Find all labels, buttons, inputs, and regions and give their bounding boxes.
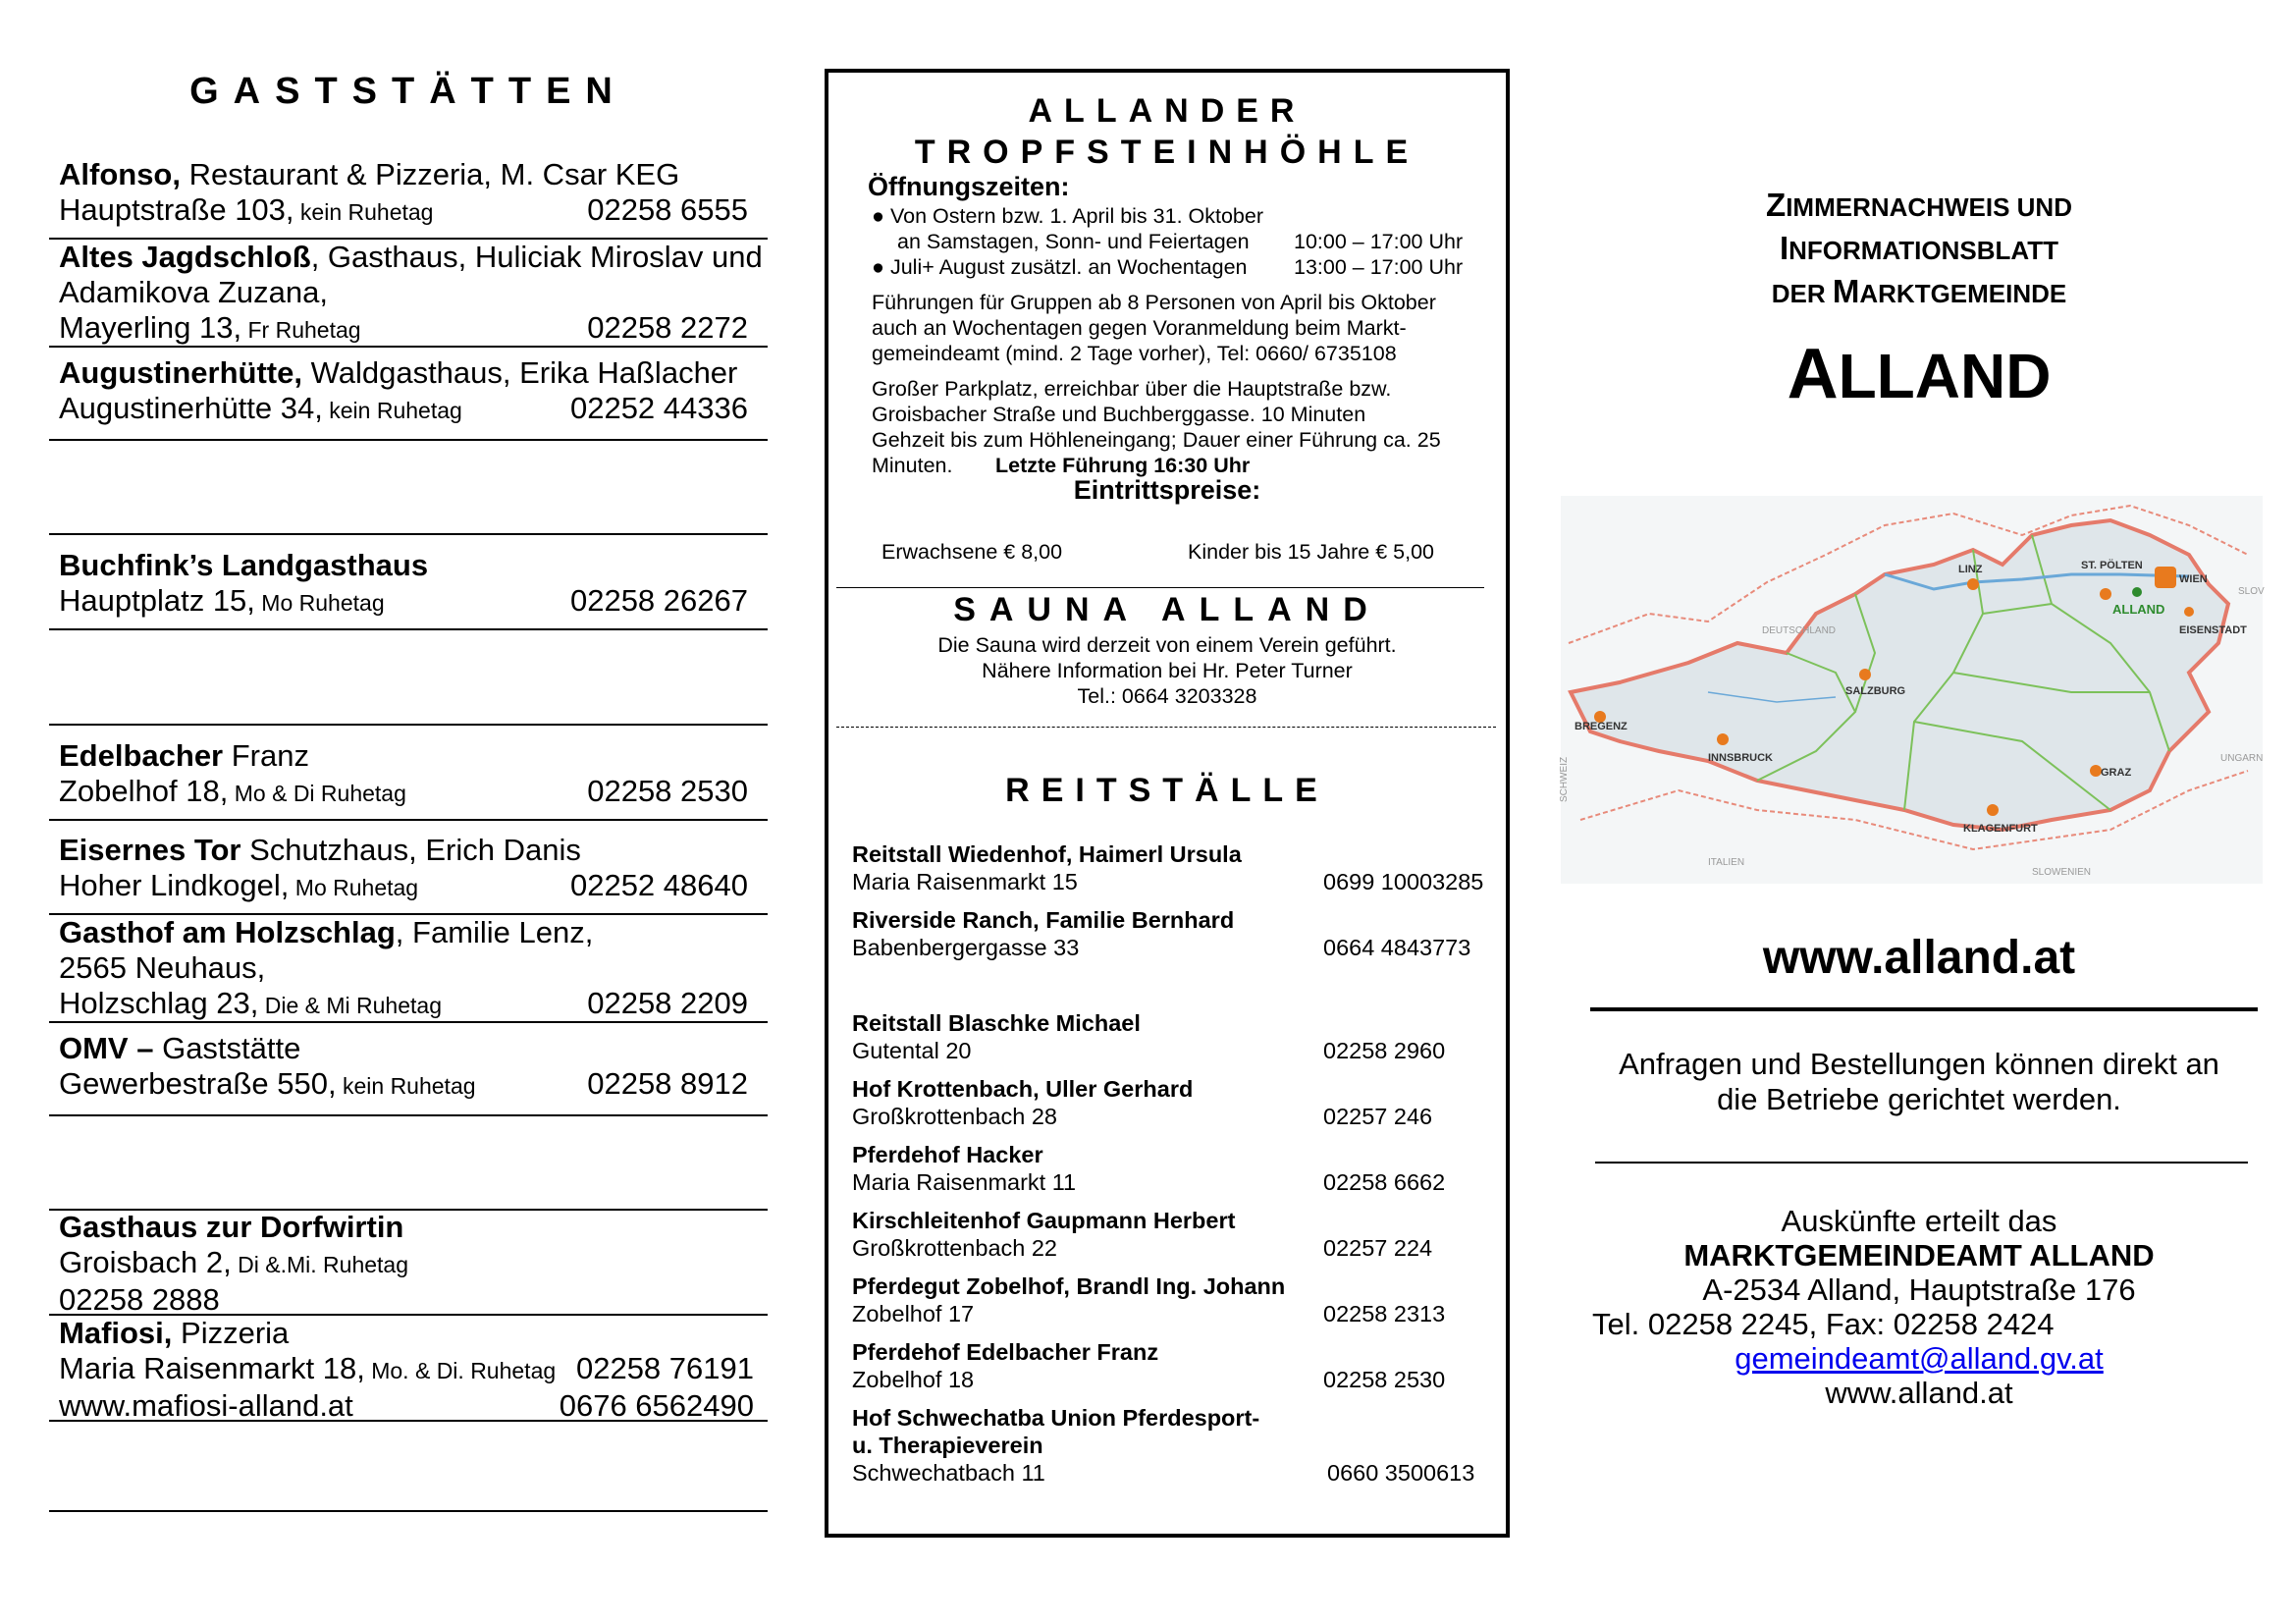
divider: [49, 439, 768, 441]
riding-stable-entry: [852, 1141, 1500, 1196]
restaurant-rest-day: kein Ruhetag: [322, 398, 462, 423]
riding-stable-name: Kirschleitenhof Gaupmann Herbert: [852, 1208, 1236, 1233]
inquiry-note-line2: die Betriebe gerichtet werden.: [1717, 1082, 2121, 1116]
riding-stable-phone: 02257 224: [1323, 1235, 1433, 1261]
restaurant-address: Groisbach 2,: [59, 1245, 232, 1279]
divider: [49, 346, 768, 348]
country-hungary: UNGARN: [2220, 753, 2264, 764]
restaurant-rest-day: Fr Ruhetag: [241, 317, 361, 343]
prices-heading: Eintrittspreise:: [1073, 475, 1261, 505]
restaurant-name: Eisernes Tor: [59, 833, 241, 867]
riding-stable-phone: 02257 246: [1323, 1104, 1433, 1129]
riding-stable-entry: [852, 1272, 1500, 1327]
riding-stable-address: Maria Raisenmarkt 15: [852, 869, 1078, 894]
riding-stable-name: Pferdegut Zobelhof, Brandl Ing. Johann: [852, 1273, 1286, 1299]
title-initial: Z: [1766, 187, 1787, 223]
info-box: [825, 69, 1510, 1538]
riding-stable-address: Großkrottenbach 28: [852, 1104, 1057, 1129]
riding-stable-phone: 0660 3500613: [1327, 1460, 1475, 1486]
restaurant-phone: 02258 76191: [575, 1351, 754, 1385]
restaurant-desc: Schutzhaus, Erich Danis: [240, 833, 581, 867]
inquiry-note-line1: Anfragen und Bestellungen können direkt an: [1619, 1047, 2219, 1081]
restaurant-desc: , Familie Lenz,: [395, 915, 594, 949]
divider: [1595, 1162, 2248, 1164]
opening-hours-heading: Öffnungszeiten:: [868, 172, 1070, 201]
riding-stable-address: Zobelhof 17: [852, 1301, 975, 1326]
restaurant-phone: 02258 2888: [59, 1282, 220, 1317]
restaurant-address: Mayerling 13,: [59, 310, 242, 345]
restaurant-rest-day: kein Ruhetag: [294, 199, 434, 225]
restaurant-rest-day: kein Ruhetag: [336, 1073, 476, 1099]
restaurant-desc-line2: 2565 Neuhaus,: [59, 950, 266, 985]
riding-stable-name: Reitstall Blaschke Michael: [852, 1010, 1141, 1036]
divider: [49, 1114, 768, 1116]
restaurant-address: Hauptstraße 103,: [59, 192, 294, 227]
sauna-line3: Tel.: 0664 3203328: [1077, 684, 1257, 708]
restaurant-phone: 02252 48640: [569, 868, 748, 902]
restaurant-name: Gasthof am Holzschlag: [59, 915, 396, 949]
restaurant-address: Maria Raisenmarkt 18,: [59, 1351, 365, 1385]
restaurant-desc: Pizzeria: [172, 1316, 290, 1350]
riding-stable-address: Zobelhof 18: [852, 1367, 975, 1392]
divider: [49, 724, 768, 726]
city-klagenfurt: KLAGENFURT: [1963, 823, 2038, 835]
restaurant-name: OMV –: [59, 1031, 154, 1065]
restaurant-name: Mafiosi,: [59, 1316, 173, 1350]
restaurant-rest-day: Mo. & Di. Ruhetag: [364, 1358, 557, 1383]
town-initial: A: [1787, 335, 1839, 413]
restaurant-entry: [59, 1031, 768, 1104]
title-initial: M: [1832, 273, 1860, 309]
website-link[interactable]: www.alland.at: [1762, 932, 2076, 984]
restaurant-desc: Gaststätte: [153, 1031, 301, 1065]
email-link[interactable]: gemeindeamt@alland.gv.at: [1735, 1341, 2104, 1376]
riding-stable-address: Babenbergergasse 33: [852, 935, 1080, 960]
opening-hours-summer-time: 13:00 – 17:00 Uhr: [1294, 255, 1464, 279]
riding-stable-phone: 02258 2313: [1323, 1301, 1446, 1326]
opening-hours-days: an Samstagen, Sonn- und Feiertagen: [897, 230, 1250, 253]
riding-stable-entry: [852, 1207, 1500, 1262]
riding-stable-phone: 02258 6662: [1323, 1169, 1446, 1195]
city-graz: GRAZ: [2101, 767, 2132, 779]
country-italy: ITALIEN: [1708, 857, 1745, 868]
restaurant-entry: [59, 1316, 768, 1424]
divider: [836, 587, 1484, 588]
opening-hours-summer: ● Juli+ August zusätzl. an Wochentagen: [872, 255, 1248, 279]
country-germany: DEUTSCHLAND: [1762, 625, 1837, 636]
riding-stable-entry: [852, 840, 1500, 895]
parking-text-4: Minuten.: [872, 454, 953, 477]
restaurant-rest-day: Mo & Di Ruhetag: [228, 781, 406, 806]
city-innsbruck: INNSBRUCK: [1708, 752, 1773, 764]
opening-hours-time: 10:00 – 17:00 Uhr: [1294, 230, 1464, 253]
gaststaetten-title: GASTSTÄTTEN: [189, 71, 627, 112]
restaurant-desc: , Gasthaus, Huliciak Miroslav und: [310, 240, 763, 274]
parking-text-2: Groisbacher Straße und Buchberggasse. 10 Minuten: [872, 403, 1366, 426]
title-initial: I: [1779, 230, 1789, 266]
restaurant-phone: 02252 44336: [569, 391, 748, 425]
groups-text-3: gemeindeamt (mind. 2 Tage vorher), Tel: 0660/ 6735108: [872, 342, 1397, 365]
country-slovenia: SLOWENIEN: [2032, 867, 2092, 878]
riding-stable-phone: 0664 4843773: [1323, 935, 1471, 960]
city-alland: ALLAND: [2112, 602, 2165, 617]
reitstaelle-title: REITSTÄLLE: [1005, 772, 1329, 809]
riding-stable-entry: [852, 1404, 1500, 1487]
inquiry-note: [1561, 1047, 2277, 1117]
divider: [49, 1021, 768, 1023]
restaurant-phone: 02258 8912: [587, 1066, 748, 1101]
riding-stable-name: Pferdehof Hacker: [852, 1142, 1043, 1167]
riding-stable-phone: 0699 10003285: [1323, 869, 1484, 894]
restaurant-desc: Franz: [223, 738, 309, 773]
riding-stable-name: Reitstall Wiedenhof, Haimerl Ursula: [852, 841, 1242, 867]
restaurant-phone: 02258 26267: [569, 583, 748, 618]
last-tour: Letzte Führung 16:30 Uhr: [995, 454, 1251, 477]
riding-stable-name: Hof Schwechatba Union Pferdesport-: [852, 1405, 1260, 1431]
riding-stable-name: Riverside Ranch, Familie Bernhard: [852, 907, 1235, 933]
riding-stable-address: Gutental 20: [852, 1038, 972, 1063]
price-adults: Erwachsene € 8,00: [881, 540, 1063, 564]
riding-stable-name-line2: u. Therapieverein: [852, 1433, 1043, 1458]
riding-stable-entry: [852, 1338, 1500, 1393]
restaurant-entry: [59, 915, 768, 1023]
gaststaetten-column: [49, 0, 768, 1624]
riding-stable-entry: [852, 1075, 1500, 1130]
divider: [49, 533, 768, 535]
restaurant-desc-line2: Adamikova Zuzana,: [59, 275, 328, 309]
restaurant-phone-mobile: 0676 6562490: [559, 1388, 754, 1423]
riding-stable-entry: [852, 906, 1500, 961]
divider: [836, 727, 1496, 728]
riding-stable-address: Großkrottenbach 22: [852, 1235, 1057, 1261]
restaurant-website: www.mafiosi-alland.at: [59, 1388, 353, 1423]
office-phone-fax: Tel. 02258 2245, Fax: 02258 2424: [1592, 1307, 2055, 1341]
title-line3: ARKTGEMEINDE: [1859, 279, 2067, 308]
restaurant-entry: [59, 738, 768, 811]
restaurant-address: Hauptplatz 15,: [59, 583, 255, 618]
info-column: [1561, 0, 2277, 1624]
restaurant-name: Edelbacher: [59, 738, 224, 773]
restaurant-entry: [59, 1210, 768, 1318]
restaurant-address: Holzschlag 23,: [59, 986, 259, 1020]
cave-title-line2: TROPFSTEINHÖHLE: [914, 134, 1420, 171]
austria-map: [1561, 496, 2263, 884]
contact-intro: Auskünfte erteilt das: [1781, 1204, 2057, 1238]
restaurant-address: Gewerbestraße 550,: [59, 1066, 337, 1101]
city-bregenz: BREGENZ: [1575, 721, 1628, 732]
office-website[interactable]: www.alland.at: [1825, 1376, 2013, 1410]
restaurant-address: Hoher Lindkogel,: [59, 868, 290, 902]
sauna-title: SAUNA ALLAND: [953, 591, 1381, 628]
sauna-line1: Die Sauna wird derzeit von einem Verein geführt.: [937, 633, 1397, 657]
restaurant-name: Altes Jagdschloß: [59, 240, 311, 274]
restaurant-phone: 02258 6555: [587, 192, 748, 227]
restaurant-rest-day: Die & Mi Ruhetag: [258, 993, 442, 1018]
title-line1: IMMERNACHWEIS UND: [1786, 192, 2072, 222]
divider: [49, 1420, 768, 1422]
restaurant-rest-day: Mo Ruhetag: [289, 875, 419, 900]
restaurant-phone: 02258 2530: [587, 774, 748, 808]
city-linz: LINZ: [1958, 564, 1983, 575]
restaurant-entry: [59, 355, 768, 428]
restaurant-name: Augustinerhütte,: [59, 355, 302, 390]
riding-stable-address: Schwechatbach 11: [852, 1460, 1045, 1486]
restaurant-phone: 02258 2272: [587, 310, 748, 345]
divider: [49, 628, 768, 630]
parking-text-1: Großer Parkplatz, erreichbar über die Hauptstraße bzw.: [872, 377, 1392, 401]
divider: [49, 819, 768, 821]
restaurant-address: Zobelhof 18,: [59, 774, 229, 808]
restaurant-entry: [59, 157, 768, 230]
town-rest: LLAND: [1838, 341, 2052, 411]
price-children: Kinder bis 15 Jahre € 5,00: [1188, 540, 1434, 564]
restaurant-name: Buchfink’s Landgasthaus: [59, 548, 429, 582]
restaurant-address: Augustinerhütte 34,: [59, 391, 323, 425]
restaurant-name: Gasthaus zur Dorfwirtin: [59, 1210, 404, 1244]
cave-title-line1: ALLANDER: [1028, 92, 1307, 130]
restaurant-entry: [59, 240, 768, 348]
parking-text-3: Gehzeit bis zum Höhleneingang; Dauer einer Führung ca. 25: [872, 428, 1441, 452]
riding-stable-address: Maria Raisenmarkt 11: [852, 1169, 1077, 1195]
office-address: A-2534 Alland, Hauptstraße 176: [1702, 1272, 2136, 1307]
restaurant-name: Alfonso,: [59, 157, 181, 191]
restaurant-entry: [59, 833, 768, 905]
divider: [1590, 1007, 2258, 1011]
riding-stable-name: Pferdehof Edelbacher Franz: [852, 1339, 1159, 1365]
riding-stable-phone: 02258 2530: [1323, 1367, 1446, 1392]
divider: [49, 1510, 768, 1512]
restaurant-rest-day: Di &.Mi. Ruhetag: [231, 1252, 409, 1277]
town-name: [1561, 334, 2277, 414]
restaurant-rest-day: Mo Ruhetag: [254, 590, 385, 616]
city-salzburg: SALZBURG: [1845, 685, 1906, 697]
city-st-poelten: ST. PÖLTEN: [2081, 560, 2143, 571]
brochure-title: [1561, 185, 2277, 314]
restaurant-entry: [59, 548, 768, 621]
country-switzerland: SCHWEIZ: [1559, 756, 1570, 802]
city-wien: WIEN: [2179, 573, 2208, 585]
riding-stable-name: Hof Krottenbach, Uller Gerhard: [852, 1076, 1194, 1102]
riding-stable-entry: [852, 1009, 1500, 1064]
title-line2: NFORMATIONSBLATT: [1789, 236, 2059, 265]
restaurant-desc: Waldgasthaus, Erika Haßlacher: [302, 355, 738, 390]
opening-hours-period: ● Von Ostern bzw. 1. April bis 31. Oktober: [872, 204, 1263, 228]
restaurant-desc: Restaurant & Pizzeria, M. Csar KEG: [181, 157, 680, 191]
groups-text-1: Führungen für Gruppen ab 8 Personen von April bis Oktober: [872, 291, 1436, 314]
title-line3-prefix: DER: [1771, 279, 1833, 308]
restaurant-phone: 02258 2209: [587, 986, 748, 1020]
riding-stable-phone: 02258 2960: [1323, 1038, 1446, 1063]
contact-block: [1561, 1204, 2277, 1410]
city-eisenstadt: EISENSTADT: [2179, 624, 2247, 636]
groups-text-2: auch an Wochentagen gegen Voranmeldung beim Markt-: [872, 316, 1407, 340]
sauna-line2: Nähere Information bei Hr. Peter Turner: [982, 659, 1353, 682]
country-slovakia: SLOV: [2238, 586, 2265, 597]
office-name: MARKTGEMEINDEAMT ALLAND: [1683, 1238, 2155, 1272]
